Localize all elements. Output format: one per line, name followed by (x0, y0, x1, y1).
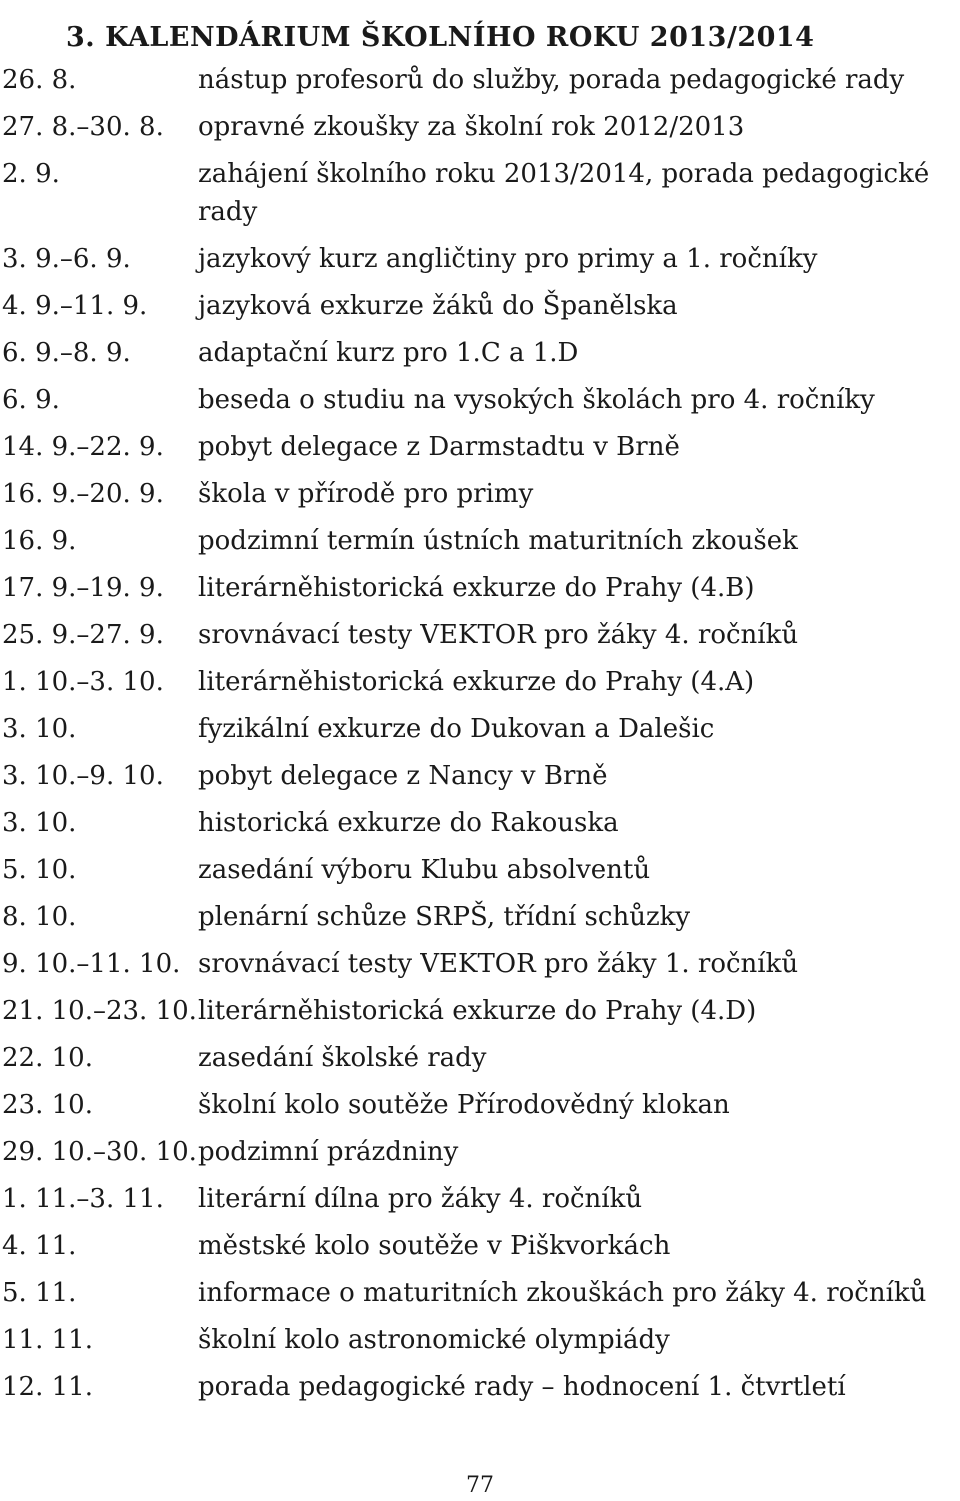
calendar-event-row (2, 800, 960, 847)
event-description: městské kolo soutěže v Piškvorkách (198, 1231, 671, 1261)
calendar-event-row (2, 1223, 960, 1270)
calendar-event-row (2, 941, 960, 988)
event-description: porada pedagogické rady – hodnocení 1. čtvrtletí (198, 1372, 846, 1402)
event-description: podzimní prázdniny (198, 1137, 459, 1167)
event-date: 2. 9. (2, 159, 60, 189)
calendar-event-row (2, 612, 960, 659)
page-number: 77 (466, 1473, 494, 1498)
event-date: 8. 10. (2, 902, 77, 932)
event-description: zasedání školské rady (198, 1043, 487, 1073)
event-description: jazykový kurz angličtiny pro primy a 1. ročníky (198, 244, 818, 274)
calendar-event-row (2, 236, 960, 283)
event-description: srovnávací testy VEKTOR pro žáky 1. ročníků (198, 949, 799, 979)
event-description: podzimní termín ústních maturitních zkoušek (198, 526, 798, 556)
event-description: nástup profesorů do služby, porada pedagogické rady (198, 65, 905, 95)
calendar-event-row (2, 1035, 960, 1082)
event-date: 6. 9.–8. 9. (2, 338, 131, 368)
calendar-event-row (2, 1176, 960, 1223)
event-date: 27. 8.–30. 8. (2, 112, 164, 142)
event-description: zahájení školního roku 2013/2014, porada pedagogické rady (198, 159, 930, 227)
calendar-event-row (2, 894, 960, 941)
calendar-event-row (2, 330, 960, 377)
calendar-event-row (2, 1129, 960, 1176)
calendar-event-row (2, 104, 960, 151)
event-date: 1. 11.–3. 11. (2, 1184, 164, 1214)
calendar-event-row (2, 1317, 960, 1364)
event-description: jazyková exkurze žáků do Španělska (198, 291, 678, 321)
event-date: 25. 9.–27. 9. (2, 620, 164, 650)
event-date: 22. 10. (2, 1043, 93, 1073)
event-description: literární dílna pro žáky 4. ročníků (198, 1184, 643, 1214)
event-date: 3. 10. (2, 714, 77, 744)
calendar-event-row (2, 518, 960, 565)
event-description: adaptační kurz pro 1.C a 1.D (198, 338, 579, 368)
event-date: 12. 11. (2, 1372, 93, 1402)
event-date: 17. 9.–19. 9. (2, 573, 164, 603)
calendar-event-row (2, 377, 960, 424)
event-description: pobyt delegace z Nancy v Brně (198, 761, 608, 791)
event-description: zasedání výboru Klubu absolventů (198, 855, 651, 885)
event-date: 14. 9.–22. 9. (2, 432, 164, 462)
event-description: škola v přírodě pro primy (198, 479, 534, 509)
event-date: 3. 9.–6. 9. (2, 244, 131, 274)
event-date: 3. 10.–9. 10. (2, 761, 164, 791)
event-date: 16. 9. (2, 526, 77, 556)
event-date: 23. 10. (2, 1090, 93, 1120)
event-calendar-list (2, 57, 960, 1411)
event-date: 1. 10.–3. 10. (2, 667, 164, 697)
page-title: 3. KALENDÁRIUM ŠKOLNÍHO ROKU 2013/2014 (66, 22, 815, 54)
event-description: historická exkurze do Rakouska (198, 808, 619, 838)
calendar-event-row (2, 155, 960, 231)
event-date: 6. 9. (2, 385, 60, 415)
event-date: 11. 11. (2, 1325, 93, 1355)
event-description: školní kolo astronomické olympiády (198, 1325, 670, 1355)
event-date: 4. 9.–11. 9. (2, 291, 148, 321)
event-description: pobyt delegace z Darmstadtu v Brně (198, 432, 680, 462)
calendar-event-row (2, 847, 960, 894)
calendar-event-row (2, 1270, 960, 1317)
calendar-event-row (2, 283, 960, 330)
event-date: 29. 10.–30. 10. (2, 1137, 197, 1167)
event-description: srovnávací testy VEKTOR pro žáky 4. ročníků (198, 620, 799, 650)
calendar-event-row (2, 706, 960, 753)
calendar-event-row (2, 659, 960, 706)
event-date: 5. 11. (2, 1278, 77, 1308)
event-description: literárněhistorická exkurze do Prahy (4.B) (198, 573, 755, 603)
event-description: školní kolo soutěže Přírodovědný klokan (198, 1090, 730, 1120)
calendar-event-row (2, 57, 960, 104)
calendar-event-row (2, 1364, 960, 1411)
event-description: plenární schůze SRPŠ, třídní schůzky (198, 902, 691, 932)
event-description: informace o maturitních zkouškách pro žáky 4. ročníků (198, 1278, 927, 1308)
event-date: 4. 11. (2, 1231, 77, 1261)
event-description: opravné zkoušky za školní rok 2012/2013 (198, 112, 745, 142)
event-date: 3. 10. (2, 808, 77, 838)
event-date: 26. 8. (2, 65, 77, 95)
event-date: 21. 10.–23. 10. (2, 996, 197, 1026)
event-description: literárněhistorická exkurze do Prahy (4.D) (198, 996, 757, 1026)
calendar-event-row (2, 565, 960, 612)
event-description: fyzikální exkurze do Dukovan a Dalešic (198, 714, 715, 744)
event-description: beseda o studiu na vysokých školách pro 4. ročníky (198, 385, 875, 415)
calendar-event-row (2, 988, 960, 1035)
event-description: literárněhistorická exkurze do Prahy (4.A) (198, 667, 755, 697)
event-date: 16. 9.–20. 9. (2, 479, 164, 509)
event-date: 5. 10. (2, 855, 77, 885)
event-date: 9. 10.–11. 10. (2, 949, 181, 979)
calendar-event-row (2, 1082, 960, 1129)
calendar-event-row (2, 424, 960, 471)
calendar-event-row (2, 471, 960, 518)
calendar-event-row (2, 753, 960, 800)
